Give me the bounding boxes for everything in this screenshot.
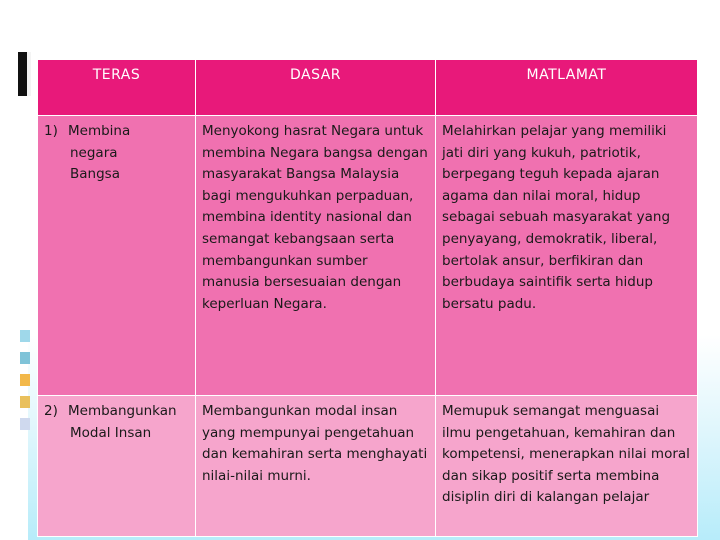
- matlamat-cell: Melahirkan pelajar yang memiliki jati diri yang kukuh, patriotik, berpegang teguh kepada ajaran agama dan nilai moral, hidup sebagai sebuah masyarakat yang penyayang, demokratik, liberal, bertolak ansur, berfikiran dan berbudaya saintifik serta hidup bersatu padu.: [436, 116, 698, 396]
- teras-text: negara: [70, 144, 118, 161]
- side-decoration: [20, 330, 30, 440]
- decoration-square: [20, 330, 30, 342]
- header-dasar: DASAR: [196, 60, 436, 116]
- decoration-square: [20, 352, 30, 364]
- teras-text: Membina: [68, 123, 131, 139]
- table-row: [38, 396, 698, 537]
- table-header-row: [38, 60, 698, 116]
- dasar-cell: Membangunkan modal insan yang mempunyai pengetahuan dan kemahiran serta menghayati nilai-nilai murni.: [196, 396, 436, 537]
- header-teras: TERAS: [38, 60, 196, 116]
- teras-cell: [38, 116, 196, 396]
- teras-text: Modal Insan: [70, 424, 152, 441]
- header-matlamat: MATLAMAT: [436, 60, 698, 116]
- teras-text: Bangsa: [70, 166, 120, 183]
- teras-dasar-matlamat-table: [37, 59, 698, 537]
- decoration-square: [20, 396, 30, 408]
- teras-text: Membangunkan: [68, 403, 177, 419]
- matlamat-cell: Memupuk semangat menguasai ilmu pengetahuan, kemahiran dan kompetensi, menerapkan nilai moral dan sikap positif serta membina disiplin diri di kalangan pelajar: [436, 396, 698, 537]
- decoration-square: [20, 374, 30, 386]
- table-row: [38, 116, 698, 396]
- decoration-square: [20, 418, 30, 430]
- dasar-cell: Menyokong hasrat Negara untuk membina Negara bangsa dengan masyarakat Bangsa Malaysia bagi mengukuhkan perpaduan, membina identity nasional dan semangat kebangsaan serta membangunkan sumber manusia bersesuaian dengan keperluan Negara.: [196, 116, 436, 396]
- title-accent-bar: [18, 52, 27, 96]
- title-accent-bar-light: [27, 52, 31, 96]
- row-number: 1): [44, 123, 58, 139]
- teras-cell: [38, 396, 196, 537]
- row-number: 2): [44, 403, 58, 419]
